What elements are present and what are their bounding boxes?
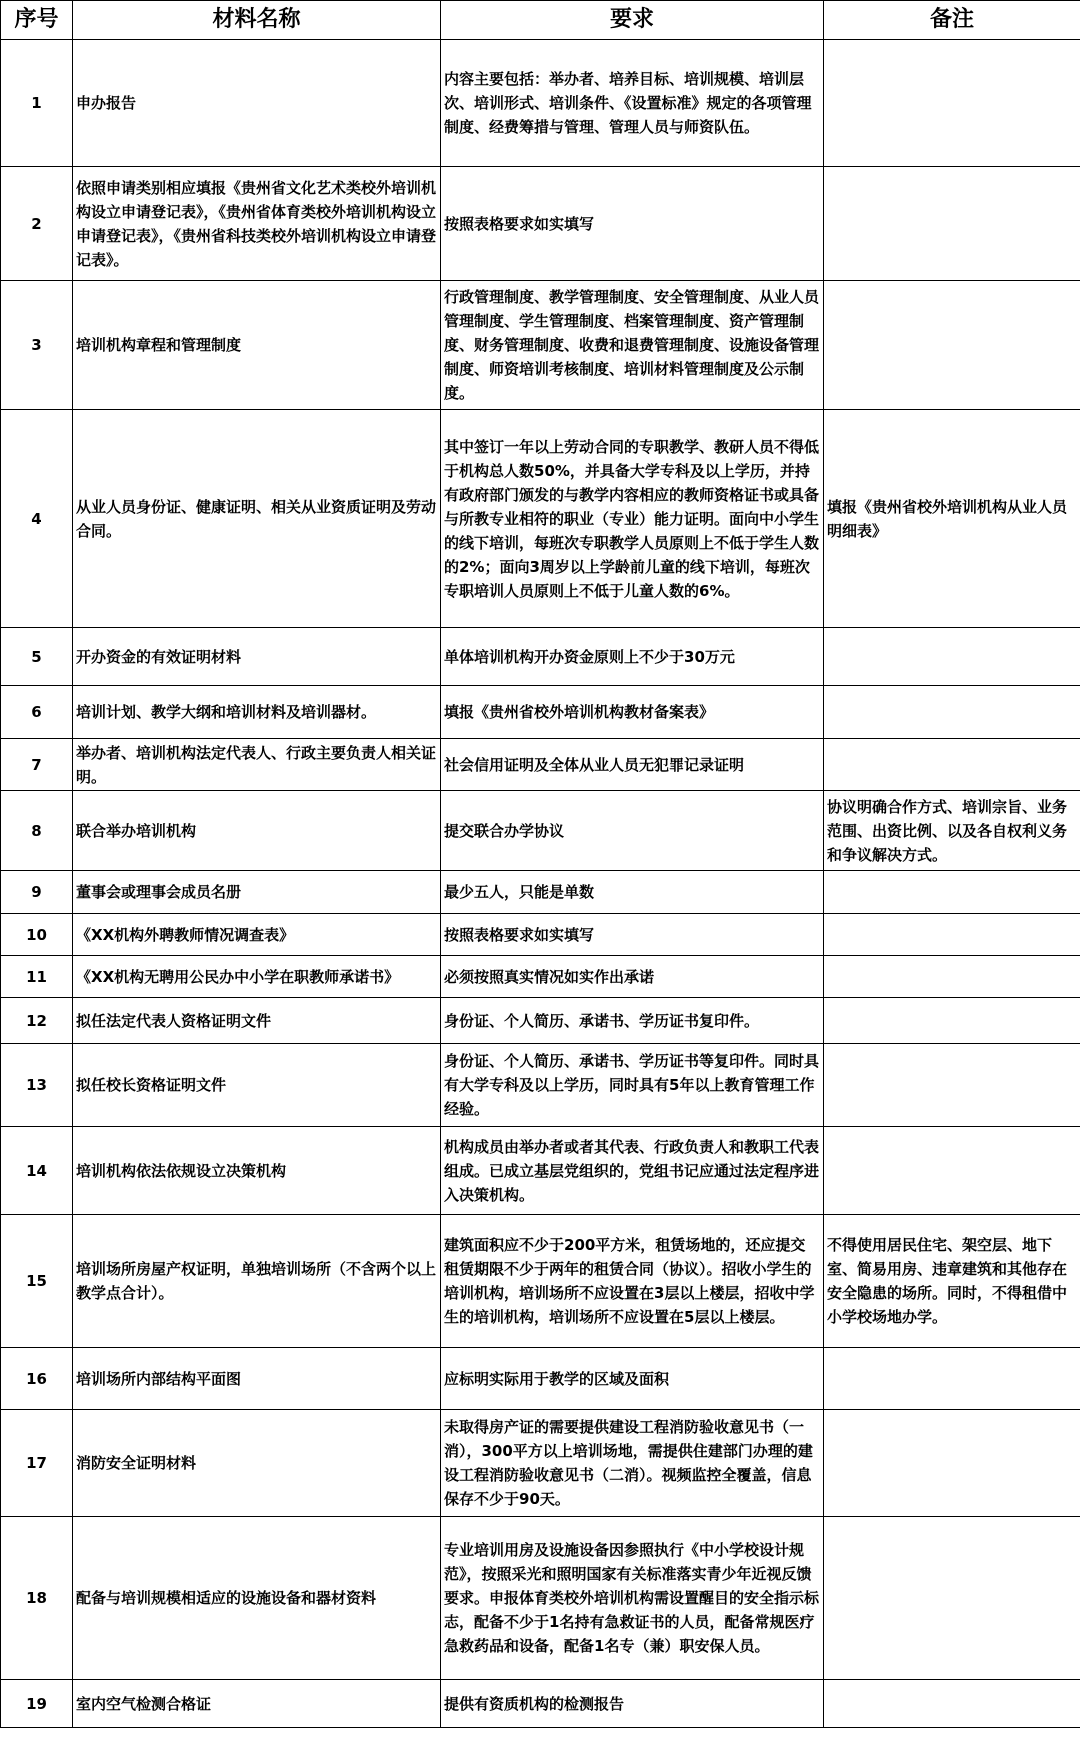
- table-row: [1, 871, 1080, 914]
- table-row: [1, 1680, 1080, 1728]
- header-req: 要求: [441, 1, 824, 40]
- material-name: 配备与培训规模相适应的设施设备和器材资料: [73, 1517, 441, 1680]
- row-number: 10: [1, 914, 73, 956]
- material-name: 董事会或理事会成员名册: [73, 871, 441, 914]
- requirement: 提交联合办学协议: [441, 791, 824, 871]
- remark: [824, 628, 1080, 686]
- table-row: [1, 914, 1080, 956]
- remark: [824, 739, 1080, 791]
- remark: 协议明确合作方式、培训宗旨、业务范围、出资比例、以及各自权利义务和争议解决方式。: [824, 791, 1080, 871]
- material-name: 开办资金的有效证明材料: [73, 628, 441, 686]
- remark: [824, 167, 1080, 281]
- requirement: 提供有资质机构的检测报告: [441, 1680, 824, 1728]
- material-name: 培训机构依法依规设立决策机构: [73, 1127, 441, 1215]
- table-row: [1, 956, 1080, 998]
- row-number: 9: [1, 871, 73, 914]
- requirement: 其中签订一年以上劳动合同的专职教学、教研人员不得低于机构总人数50%，并具备大学专科及以上学历，并持有政府部门颁发的与教学内容相应的教师资格证书或具备与所教专业相符的职业（专业）能力证明。面向中小学生的线下培训，每班次专职教学人员原则上不低于学生人数的2%；面向3周岁以上学龄前儿童的线下培训，每班次专职培训人员原则上不低于儿童人数的6%。: [441, 410, 824, 628]
- requirement: 社会信用证明及全体从业人员无犯罪记录证明: [441, 739, 824, 791]
- table-row: [1, 1215, 1080, 1348]
- material-name: 依照申请类别相应填报《贵州省文化艺术类校外培训机构设立申请登记表》，《贵州省体育类校外培训机构设立申请登记表》，《贵州省科技类校外培训机构设立申请登记表》。: [73, 167, 441, 281]
- table-row: [1, 791, 1080, 871]
- requirement: 行政管理制度、教学管理制度、安全管理制度、从业人员管理制度、学生管理制度、档案管理制度、资产管理制度、财务管理制度、收费和退费管理制度、设施设备管理制度、师资培训考核制度、培训材料管理制度及公示制度。: [441, 281, 824, 410]
- header-seq: 序号: [1, 1, 73, 40]
- material-name: 培训场所房屋产权证明，单独培训场所（不含两个以上教学点合计）。: [73, 1215, 441, 1348]
- row-number: 11: [1, 956, 73, 998]
- row-number: 18: [1, 1517, 73, 1680]
- remark: 填报《贵州省校外培训机构从业人员明细表》: [824, 410, 1080, 628]
- table-row: [1, 40, 1080, 167]
- row-number: 2: [1, 167, 73, 281]
- row-number: 5: [1, 628, 73, 686]
- material-name: 培训机构章程和管理制度: [73, 281, 441, 410]
- header-name: 材料名称: [73, 1, 441, 40]
- material-name: 从业人员身份证、健康证明、相关从业资质证明及劳动合同。: [73, 410, 441, 628]
- row-number: 1: [1, 40, 73, 167]
- table-row: [1, 1410, 1080, 1517]
- requirement: 未取得房产证的需要提供建设工程消防验收意见书（一消），300平方以上培训场地，需提供住建部门办理的建设工程消防验收意见书（二消）。视频监控全覆盖，信息保存不少于90天。: [441, 1410, 824, 1517]
- remark: [824, 1044, 1080, 1127]
- material-name: 联合举办培训机构: [73, 791, 441, 871]
- row-number: 12: [1, 998, 73, 1044]
- remark: [824, 1127, 1080, 1215]
- table-row: [1, 686, 1080, 739]
- requirement: 身份证、个人简历、承诺书、学历证书复印件。: [441, 998, 824, 1044]
- remark: [824, 998, 1080, 1044]
- remark: [824, 40, 1080, 167]
- table-row: [1, 167, 1080, 281]
- remark: [824, 871, 1080, 914]
- requirement: 内容主要包括：举办者、培养目标、培训规模、培训层次、培训形式、培训条件、《设置标准》规定的各项管理制度、经费筹措与管理、管理人员与师资队伍。: [441, 40, 824, 167]
- table-row: [1, 410, 1080, 628]
- table-row: [1, 739, 1080, 791]
- table-row: [1, 1127, 1080, 1215]
- material-name: 举办者、培训机构法定代表人、行政主要负责人相关证明。: [73, 739, 441, 791]
- row-number: 15: [1, 1215, 73, 1348]
- row-number: 7: [1, 739, 73, 791]
- table-row: [1, 1044, 1080, 1127]
- row-number: 13: [1, 1044, 73, 1127]
- remark: [824, 686, 1080, 739]
- requirement: 应标明实际用于教学的区域及面积: [441, 1348, 824, 1410]
- remark: 不得使用居民住宅、架空层、地下室、简易用房、违章建筑和其他存在安全隐患的场所。同时，不得租借中小学校场地办学。: [824, 1215, 1080, 1348]
- table-row: [1, 281, 1080, 410]
- material-name: 《XX机构无聘用公民办中小学在职教师承诺书》: [73, 956, 441, 998]
- material-name: 消防安全证明材料: [73, 1410, 441, 1517]
- table-row: [1, 998, 1080, 1044]
- material-name: 室内空气检测合格证: [73, 1680, 441, 1728]
- requirement: 按照表格要求如实填写: [441, 167, 824, 281]
- requirement: 必须按照真实情况如实作出承诺: [441, 956, 824, 998]
- material-name: 《XX机构外聘教师情况调查表》: [73, 914, 441, 956]
- row-number: 3: [1, 281, 73, 410]
- remark: [824, 1680, 1080, 1728]
- row-number: 17: [1, 1410, 73, 1517]
- remark: [824, 1410, 1080, 1517]
- remark: [824, 956, 1080, 998]
- requirement: 最少五人，只能是单数: [441, 871, 824, 914]
- row-number: 19: [1, 1680, 73, 1728]
- requirement: 建筑面积应不少于200平方米，租赁场地的，还应提交租赁期限不少于两年的租赁合同（协议）。招收小学生的培训机构，培训场所不应设置在3层以上楼层，招收中学生的培训机构，培训场所不应设置在5层以上楼层。: [441, 1215, 824, 1348]
- requirement: 单体培训机构开办资金原则上不少于30万元: [441, 628, 824, 686]
- remark: [824, 281, 1080, 410]
- remark: [824, 1348, 1080, 1410]
- row-number: 14: [1, 1127, 73, 1215]
- header-note: 备注: [824, 1, 1080, 40]
- remark: [824, 914, 1080, 956]
- row-number: 16: [1, 1348, 73, 1410]
- material-name: 培训计划、教学大纲和培训材料及培训器材。: [73, 686, 441, 739]
- requirement: 机构成员由举办者或者其代表、行政负责人和教职工代表组成。已成立基层党组织的，党组书记应通过法定程序进入决策机构。: [441, 1127, 824, 1215]
- requirement: 按照表格要求如实填写: [441, 914, 824, 956]
- requirement: 填报《贵州省校外培训机构教材备案表》: [441, 686, 824, 739]
- material-name: 申办报告: [73, 40, 441, 167]
- material-name: 拟任法定代表人资格证明文件: [73, 998, 441, 1044]
- requirement: 身份证、个人简历、承诺书、学历证书等复印件。同时具有大学专科及以上学历，同时具有5年以上教育管理工作经验。: [441, 1044, 824, 1127]
- row-number: 4: [1, 410, 73, 628]
- table-row: [1, 1348, 1080, 1410]
- requirement: 专业培训用房及设施设备因参照执行《中小学校设计规范》，按照采光和照明国家有关标准落实青少年近视反馈要求。申报体育类校外培训机构需设置醒目的安全指示标志，配备不少于1名持有急救证书的人员，配备常规医疗急救药品和设备，配备1名专（兼）职安保人员。: [441, 1517, 824, 1680]
- material-name: 培训场所内部结构平面图: [73, 1348, 441, 1410]
- remark: [824, 1517, 1080, 1680]
- table-row: [1, 628, 1080, 686]
- row-number: 8: [1, 791, 73, 871]
- header-row: [1, 1, 1080, 40]
- material-name: 拟任校长资格证明文件: [73, 1044, 441, 1127]
- row-number: 6: [1, 686, 73, 739]
- table-row: [1, 1517, 1080, 1680]
